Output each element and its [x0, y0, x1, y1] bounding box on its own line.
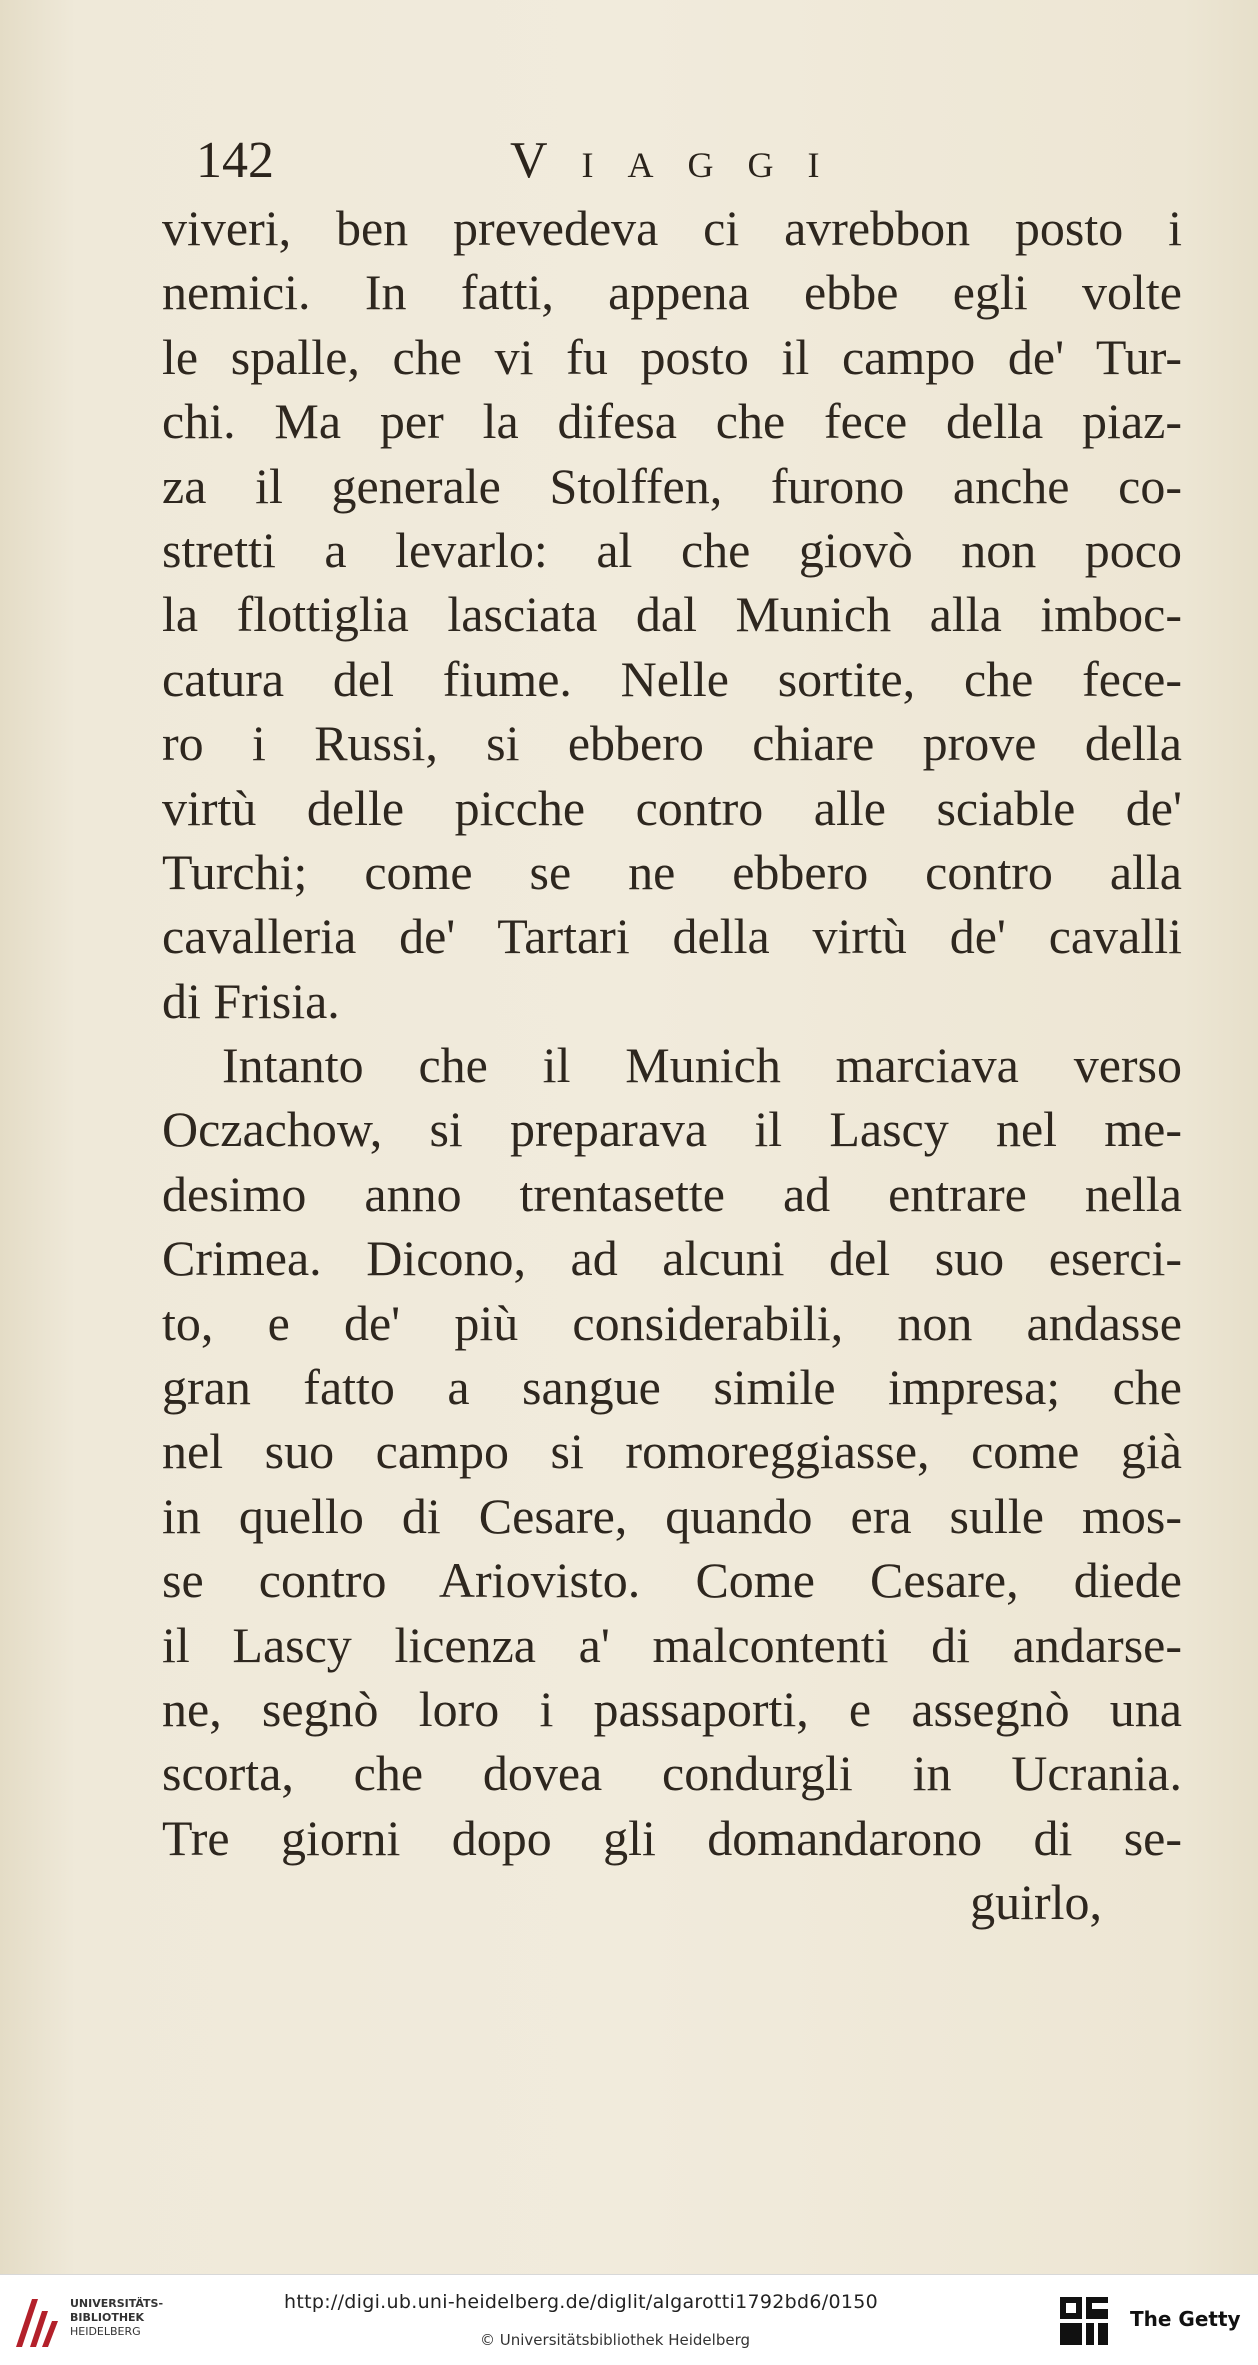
library-name-line: UNIVERSITÄTS-: [70, 2297, 164, 2310]
text-line: il Lascy licenza a' malcontenti di andarse-: [162, 1616, 1182, 1673]
text-line: chi. Ma per la difesa che fece della piaz-: [162, 393, 1182, 450]
text-line: cavalleria de' Tartari della virtù de' cavalli: [162, 908, 1182, 965]
body-text: [162, 196, 1182, 1935]
text-line: za il generale Stolffen, furono anche co-: [162, 457, 1182, 514]
text-line: nemici. In fatti, appena ebbe egli volte: [162, 264, 1182, 321]
library-name-line: BIBLIOTHEK: [70, 2311, 145, 2324]
text-line: scorta, che dovea condurgli in Ucrania.: [162, 1745, 1182, 1802]
catchword: guirlo,: [970, 1874, 1102, 1931]
text-line: Oczachow, si preparava il Lascy nel me-: [162, 1101, 1182, 1158]
text-line: Tre giorni dopo gli domandarono di se-: [162, 1809, 1182, 1866]
text-line: Crimea. Dicono, ad alcuni del suo eserci-: [162, 1230, 1182, 1287]
text-line: to, e de' più considerabili, non andasse: [162, 1294, 1182, 1351]
copyright-notice: © Universitätsbibliothek Heidelberg: [480, 2331, 751, 2349]
text-line: catura del fiume. Nelle sortite, che fece-: [162, 650, 1182, 707]
running-title: Viaggi: [510, 132, 854, 189]
text-line: nel suo campo si romoreggiasse, come già: [162, 1423, 1182, 1480]
text-line: le spalle, che vi fu posto il campo de' Tur-: [162, 328, 1182, 385]
text-line: la flottiglia lasciata dal Munich alla imboc-: [162, 586, 1182, 643]
library-name: [70, 2297, 163, 2339]
text-line: virtù delle picche contro alle sciable de': [162, 779, 1182, 836]
page-number: 142: [196, 132, 274, 189]
text-line: viveri, ben prevedeva ci avrebbon posto i: [162, 200, 1182, 256]
text-line: Intanto che il Munich marciava verso: [222, 1037, 1182, 1094]
text-line: di Frisia.: [162, 972, 340, 1029]
viewer-footer: [0, 2274, 1258, 2365]
text-line: ro i Russi, si ebbero chiare prove della: [162, 715, 1182, 772]
text-line: gran fatto a sangue simile impresa; che: [162, 1359, 1182, 1416]
permalink-url[interactable]: http://digi.ub.uni-heidelberg.de/diglit/algarotti1792bd6/0150: [284, 2291, 879, 2313]
library-name-line: HEIDELBERG: [70, 2325, 141, 2338]
text-line: desimo anno trentasette ad entrare nella: [162, 1165, 1182, 1222]
text-line: stretti a levarlo: al che giovò non poco: [162, 521, 1182, 578]
partner-name: The Getty: [1130, 2307, 1241, 2331]
text-line: Turchi; come se ne ebbero contro alla: [162, 843, 1182, 900]
text-line: se contro Ariovisto. Come Cesare, diede: [162, 1552, 1182, 1609]
text-line: in quello di Cesare, quando era sulle mos-: [162, 1487, 1182, 1544]
university-library-logo-icon: [12, 2291, 62, 2351]
page-header: [0, 126, 1258, 196]
text-line: ne, segnò loro i passaporti, e assegnò una: [162, 1680, 1182, 1737]
getty-logo-icon: [1058, 2295, 1112, 2349]
